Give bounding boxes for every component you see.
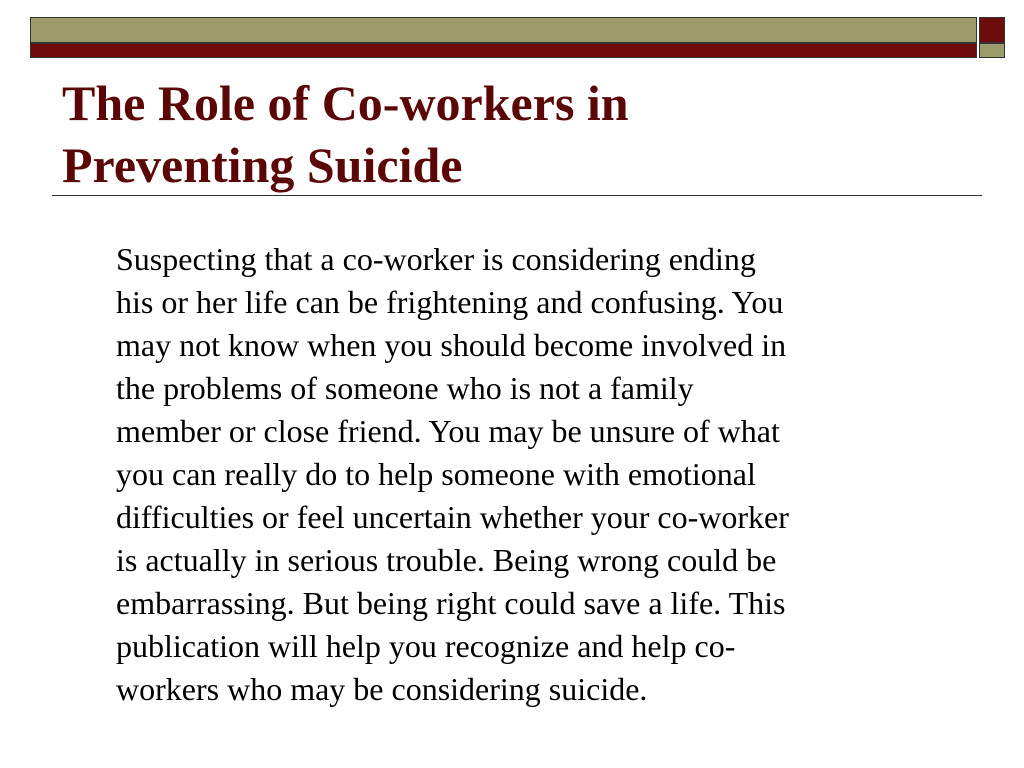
title-divider	[52, 195, 982, 196]
body-line: may not know when you should become involved in	[116, 327, 787, 363]
body-line: difficulties or feel uncertain whether your co-worker	[116, 499, 789, 535]
slide-body-text	[116, 238, 966, 711]
body-line: member or close friend. You may be unsure of what	[116, 413, 780, 449]
body-line: his or her life can be frightening and confusing. You	[116, 284, 784, 320]
body-line: workers who may be considering suicide.	[116, 671, 648, 707]
body-line: Suspecting that a co-worker is considering ending	[116, 241, 756, 277]
body-line: the problems of someone who is not a family	[116, 370, 694, 406]
body-line: you can really do to help someone with emotional	[116, 456, 756, 492]
slide-title-line: Preventing Suicide	[62, 137, 463, 193]
body-line: is actually in serious trouble. Being wrong could be	[116, 542, 777, 578]
body-line: publication will help you recognize and help co-	[116, 628, 736, 664]
header-square-olive	[979, 43, 1005, 58]
slide-title-line: The Role of Co-workers in	[62, 75, 629, 131]
slide-title	[62, 72, 962, 196]
header-bar-olive	[30, 17, 977, 43]
header-square-maroon	[979, 17, 1005, 43]
body-line: embarrassing. But being right could save a life. This	[116, 585, 786, 621]
header-bar-maroon	[30, 43, 977, 58]
